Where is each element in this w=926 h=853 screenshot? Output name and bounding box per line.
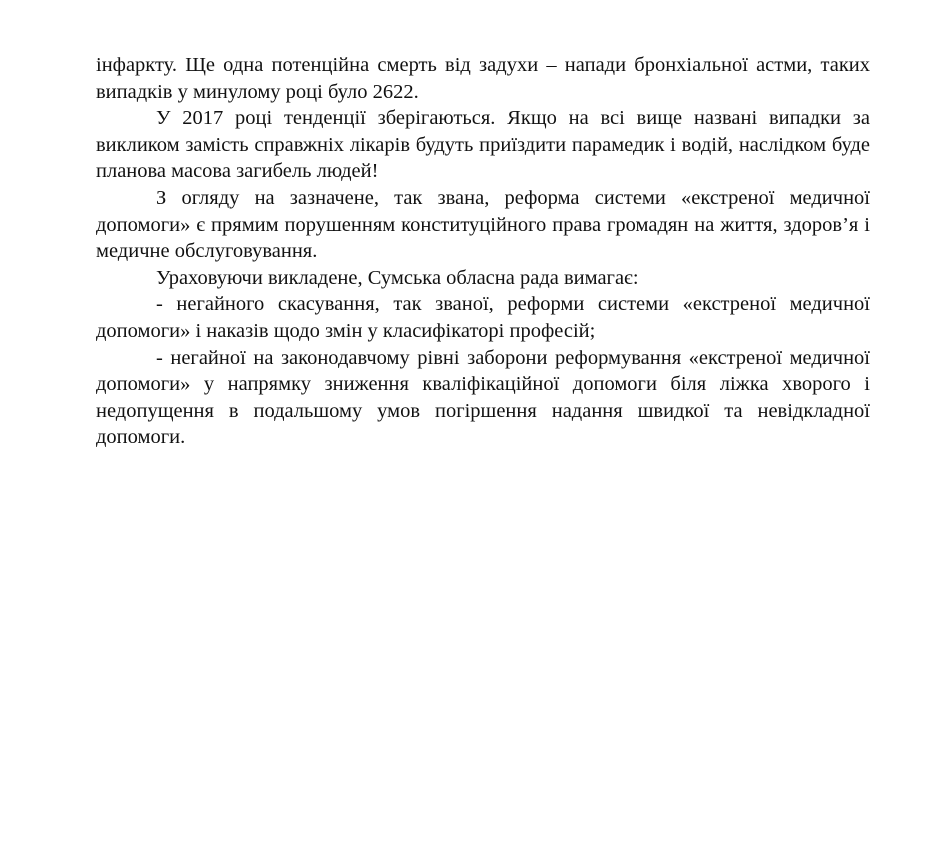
paragraph-constitutional-violation: З огляду на зазначене, так звана, реформа системи «екстреної медичної допомоги» є прямим порушенням конституційного права громадян на життя, здоров’я і медичне обслуговування. [96, 186, 870, 263]
paragraph-demands-intro: Ураховуючи викладене, Сумська обласна рада вимагає: [156, 266, 639, 289]
document-page [96, 52, 870, 451]
paragraph-continuation: інфаркту. Ще одна потенційна смерть від задухи – напади бронхіальної астми, таких випадків у минулому році було 2622. [96, 54, 870, 103]
paragraph-trends-2017: У 2017 році тенденції зберігаються. Якщо на всі вище названі випадки за викликом замість справжніх лікарів будуть приїздити парамедик і водій, наслідком буде планова масова загибель людей! [96, 107, 870, 183]
paragraph-demand-ban-reform: - негайної на законодавчому рівні заборони реформування «екстреної медичної допомоги» у напрямку зниження кваліфікаційної допомоги біля ліжка хворого і недопущення в подальшому умов погіршення надання швидкої та невідкладної допомоги. [96, 346, 870, 449]
paragraph-demand-cancel-reform: - негайного скасування, так званої, реформи системи «екстреної медичної допомоги» і наказів щодо змін у класифікаторі професій; [96, 293, 870, 342]
